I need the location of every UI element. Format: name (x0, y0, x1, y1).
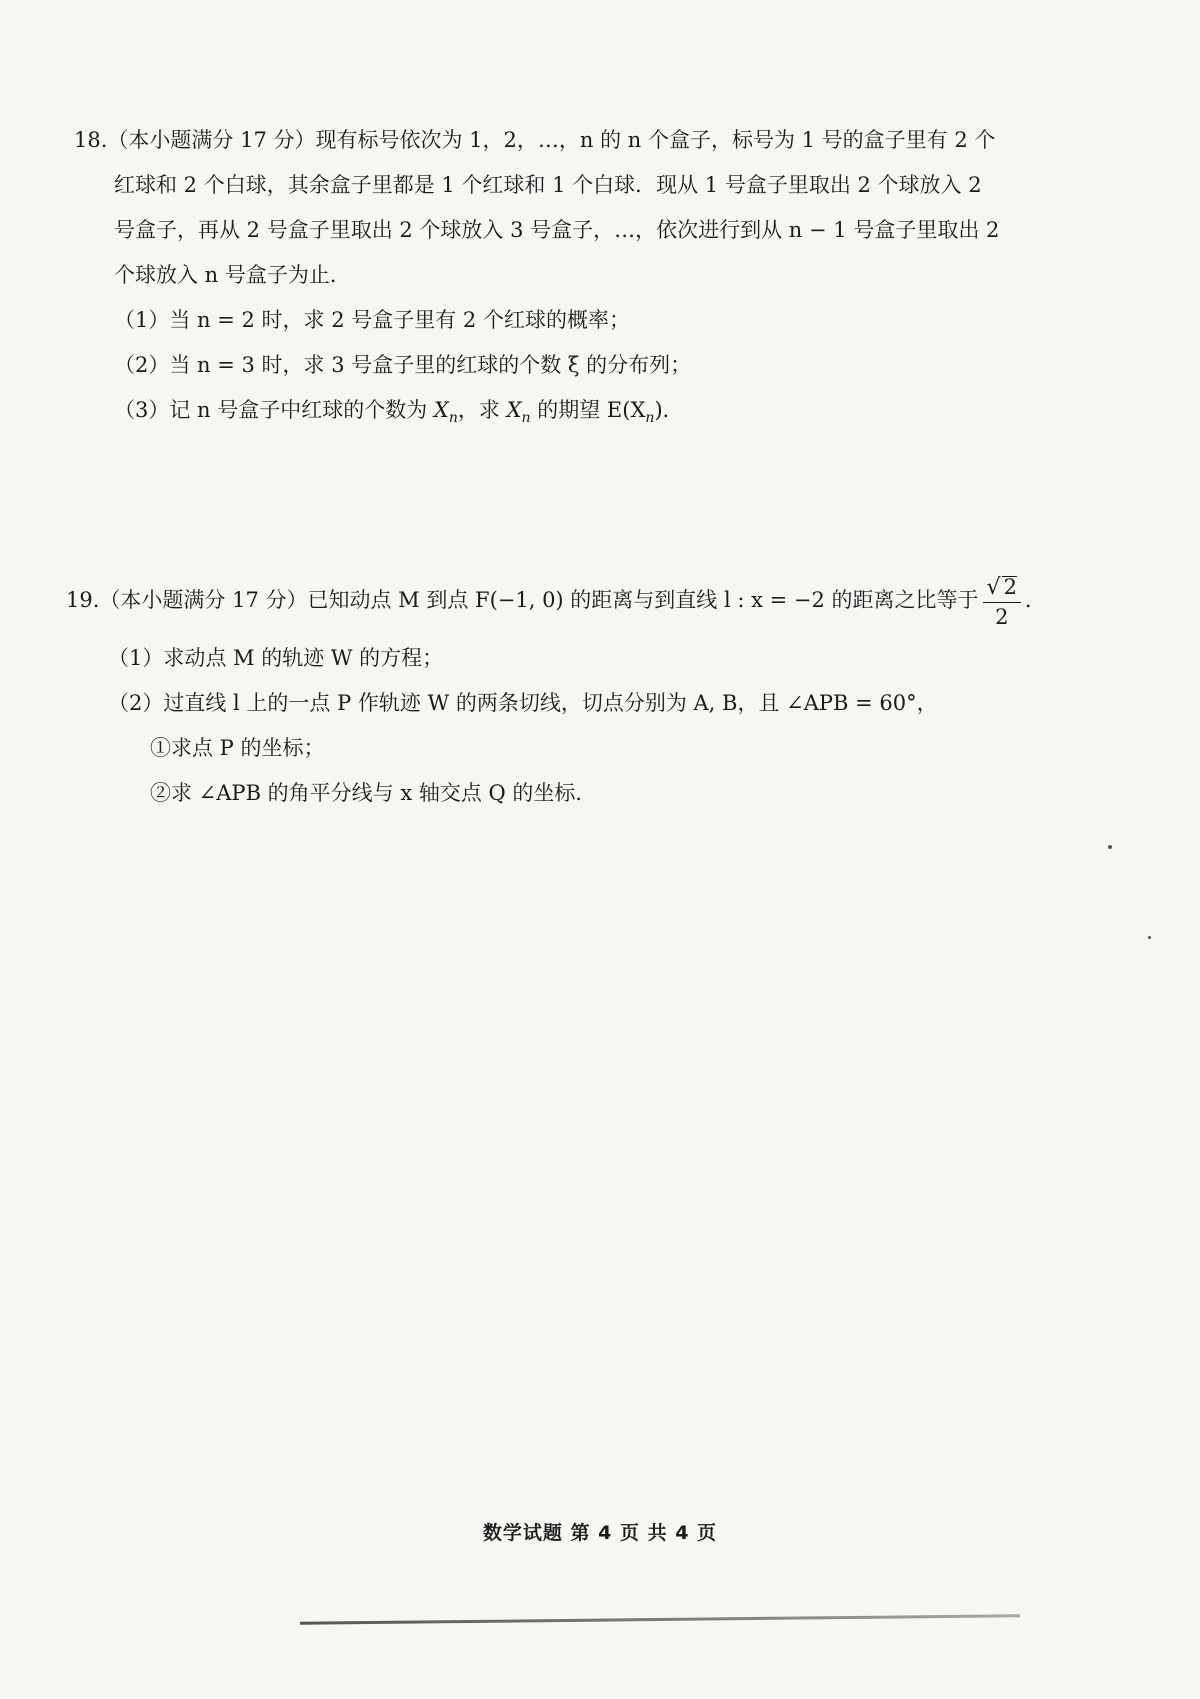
fraction-numerator (983, 576, 1021, 603)
problem-18-line-4: 个球放入 n 号盒子为止． (114, 263, 351, 287)
problem-18-question-1: （1）当 n = 2 时，求 2 号盒子里有 2 个红球的概率； (114, 308, 630, 332)
q3-var-x2: X (506, 398, 522, 422)
q3-sub-3: n (645, 410, 655, 427)
q3-var-x1: X (433, 398, 449, 422)
problem-19-line-1 (66, 570, 1046, 630)
q3-text-pre: （3）记 n 号盒子中红球的个数为 (114, 398, 434, 422)
problem-19-question-2a: ①求点 P 的坐标； (150, 736, 325, 760)
sqrt-radicand: 2 (1003, 574, 1017, 599)
problem-18 (74, 118, 1024, 441)
problem-19-question-2b: ②求 ∠APB 的角平分线与 x 轴交点 Q 的坐标． (150, 781, 597, 805)
scan-speck-1 (1108, 845, 1112, 849)
q3-sub-2: n (521, 410, 531, 427)
problem-19-number: 19. (66, 588, 100, 612)
page-footer: 数学试题 第 4 页 共 4 页 (482, 1522, 718, 1544)
problem-19-line-1-end: ． (1024, 588, 1046, 612)
problem-19 (66, 570, 1046, 816)
q3-sub-1: n (448, 410, 458, 427)
problem-18-question-3 (74, 388, 1024, 441)
bottom-page-edge (300, 1614, 1020, 1625)
ratio-fraction (983, 576, 1021, 628)
problem-19-question-2: （2）过直线 l 上的一点 P 作轨迹 W 的两条切线，切点分别为 A, B，且 ∠APB = 60°， (108, 691, 938, 715)
q3-text-mid: ，求 (457, 398, 507, 422)
q3-text-end: )． (654, 398, 684, 422)
problem-18-line-1 (74, 118, 1024, 163)
problem-18-number: 18. (74, 128, 108, 152)
problem-19-question-1: （1）求动点 M 的轨迹 W 的方程； (108, 646, 444, 670)
problem-18-text-1: （本小题满分 17 分）现有标号依次为 1，2，…，n 的 n 个盒子，标号为 1 号的盒子里有 2 个 (107, 128, 996, 152)
fraction-denominator: 2 (995, 604, 1009, 629)
problem-18-line-2: 红球和 2 个白球，其余盒子里都是 1 个红球和 1 个白球．现从 1 号盒子里取出 2 个球放入 2 (114, 173, 982, 197)
q3-text-post: 的期望 E(X (530, 398, 646, 422)
problem-19-text-1: （本小题满分 17 分）已知动点 M 到点 F(−1, 0) 的距离与到直线 l : x = −2 的距离之比等于 (99, 588, 979, 612)
sqrt-icon: √ (986, 574, 1001, 600)
problem-18-line-3: 号盒子，再从 2 号盒子里取出 2 个球放入 3 号盒子，…，依次进行到从 n − 1 号盒子里取出 2 (114, 218, 1000, 242)
scan-speck-2 (1148, 936, 1151, 939)
problem-18-question-2: （2）当 n = 3 时，求 3 号盒子里的红球的个数 ξ 的分布列； (114, 353, 692, 377)
